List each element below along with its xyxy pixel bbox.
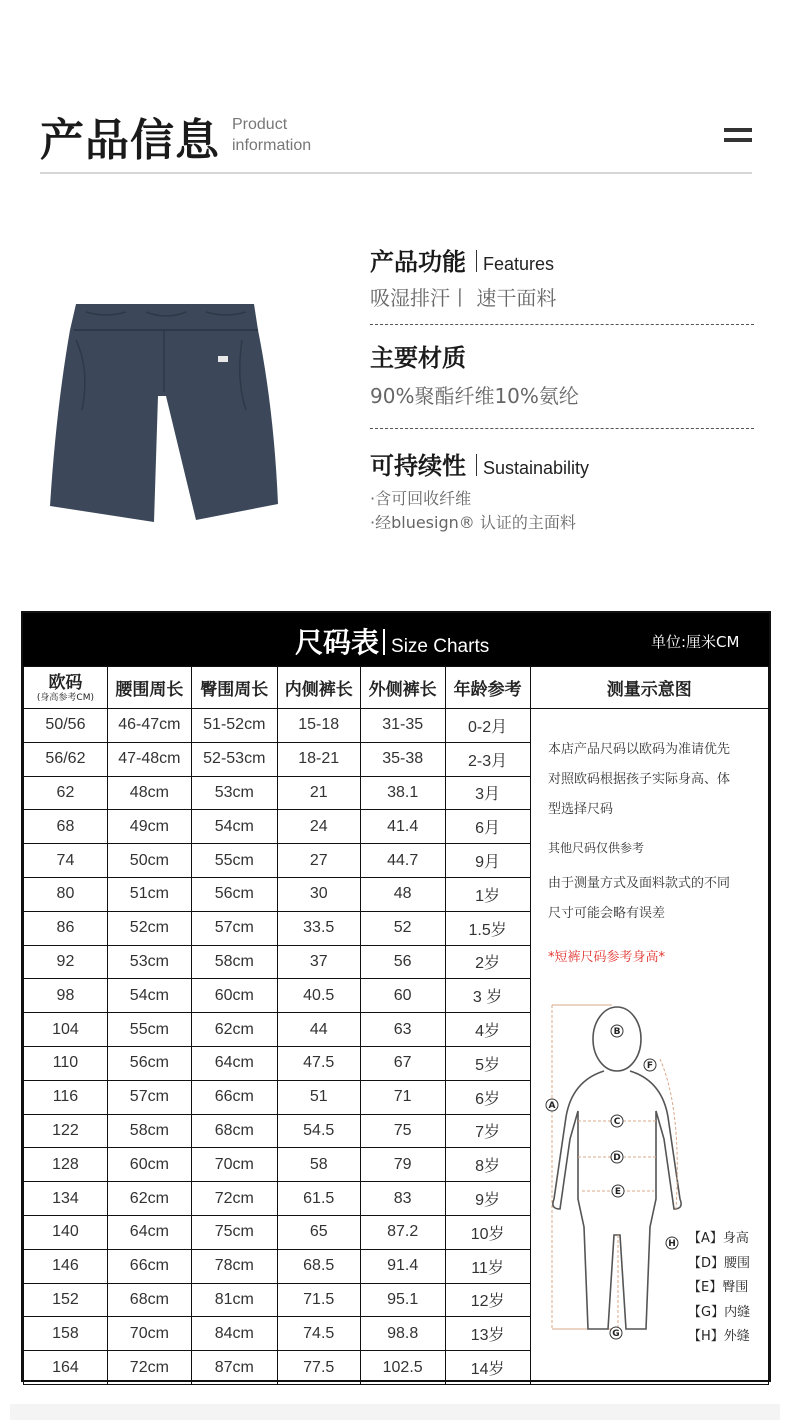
table-cell: 15-18	[277, 709, 360, 743]
column-header-label: 欧码	[48, 672, 83, 693]
table-cell: 79	[360, 1148, 445, 1182]
marker-d	[611, 1151, 623, 1163]
marker-f	[644, 1059, 656, 1071]
page-title: 产品信息	[40, 115, 220, 166]
table-cell: 9岁	[445, 1182, 530, 1216]
table-cell: 54cm	[191, 810, 277, 844]
table-cell: 62cm	[191, 1013, 277, 1047]
table-cell: 9月	[445, 844, 530, 878]
table-cell: 24	[277, 810, 360, 844]
table-cell: 140	[24, 1215, 108, 1249]
note-line: 本店产品尺码以欧码为准请优先	[548, 742, 731, 757]
size-chart-title-bar	[23, 613, 769, 666]
table-cell: 158	[24, 1317, 108, 1351]
marker-label-d: D	[613, 1153, 621, 1163]
table-cell: 56	[360, 945, 445, 979]
table-cell: 71	[360, 1080, 445, 1114]
table-cell: 68cm	[107, 1283, 191, 1317]
features-text: 吸湿排汗丨 速干面料	[370, 286, 557, 310]
column-header	[24, 667, 108, 709]
subtitle-line-2: information	[232, 137, 312, 154]
table-cell: 3 岁	[445, 979, 530, 1013]
table-cell: 78cm	[191, 1249, 277, 1283]
note-line: 由于测量方式及面料款式的不同	[548, 876, 731, 891]
table-cell: 64cm	[107, 1215, 191, 1249]
size-note-error	[548, 869, 762, 929]
table-cell: 83	[360, 1182, 445, 1216]
legend-item: 【A】身高	[688, 1231, 749, 1246]
table-cell: 41.4	[360, 810, 445, 844]
marker-c	[611, 1115, 623, 1127]
table-cell: 60cm	[107, 1148, 191, 1182]
table-cell: 48	[360, 877, 445, 911]
table-cell: 50cm	[107, 844, 191, 878]
size-chart-title	[295, 621, 489, 661]
table-cell: 91.4	[360, 1249, 445, 1283]
table-header-row	[24, 667, 769, 709]
table-cell: 104	[24, 1013, 108, 1047]
table-cell: 52-53cm	[191, 742, 277, 776]
table-cell: 46-47cm	[107, 709, 191, 743]
marker-b	[611, 1025, 623, 1037]
table-cell: 30	[277, 877, 360, 911]
table-cell: 62cm	[107, 1182, 191, 1216]
legend-item: 【H】外缝	[688, 1329, 750, 1344]
table-cell: 58cm	[107, 1114, 191, 1148]
table-cell: 146	[24, 1249, 108, 1283]
column-header: 外侧裤长	[360, 667, 445, 709]
table-cell: 40.5	[277, 979, 360, 1013]
table-cell: 14岁	[445, 1351, 530, 1385]
column-header: 臀围周长	[191, 667, 277, 709]
table-cell: 102.5	[360, 1351, 445, 1385]
note-line: 对照欧码根据孩子实际身高、体	[548, 772, 731, 787]
table-cell: 67	[360, 1046, 445, 1080]
table-cell: 98	[24, 979, 108, 1013]
title-separator	[476, 250, 477, 272]
table-cell: 56cm	[191, 877, 277, 911]
size-note-primary	[548, 735, 762, 825]
table-cell: 68.5	[277, 1249, 360, 1283]
table-cell: 60	[360, 979, 445, 1013]
note-line: 型选择尺码	[548, 802, 614, 817]
table-cell: 44	[277, 1013, 360, 1047]
features-title-en: Features	[483, 254, 555, 274]
column-header: 测量示意图	[530, 667, 768, 709]
features-heading	[370, 242, 554, 277]
size-chart-title-cn: 尺码表	[295, 626, 380, 659]
table-cell: 122	[24, 1114, 108, 1148]
table-cell: 134	[24, 1182, 108, 1216]
table-cell: 12岁	[445, 1283, 530, 1317]
table-cell: 54.5	[277, 1114, 360, 1148]
table-cell: 75cm	[191, 1215, 277, 1249]
table-cell: 1.5岁	[445, 911, 530, 945]
marker-label-h: H	[668, 1239, 676, 1249]
table-cell: 47.5	[277, 1046, 360, 1080]
marker-a	[546, 1099, 558, 1111]
table-cell: 71.5	[277, 1283, 360, 1317]
table-cell: 70cm	[107, 1317, 191, 1351]
table-cell: 52cm	[107, 911, 191, 945]
material-text: 90%聚酯纤维10%氨纶	[370, 384, 579, 408]
table-cell: 49cm	[107, 810, 191, 844]
material-heading	[370, 338, 466, 373]
material-title: 主要材质	[370, 344, 466, 372]
table-cell: 61.5	[277, 1182, 360, 1216]
measurement-diagram-panel	[532, 709, 769, 1382]
table-cell: 7岁	[445, 1114, 530, 1148]
table-cell: 0-2月	[445, 709, 530, 743]
table-cell: 2岁	[445, 945, 530, 979]
marker-g	[610, 1327, 622, 1339]
table-cell: 70cm	[191, 1148, 277, 1182]
marker-label-a: A	[548, 1101, 556, 1111]
dashed-divider	[370, 428, 754, 429]
table-cell: 92	[24, 945, 108, 979]
table-cell: 58	[277, 1148, 360, 1182]
column-header-note: (身高参考CM)	[36, 692, 94, 703]
table-cell: 95.1	[360, 1283, 445, 1317]
table-cell: 74	[24, 844, 108, 878]
column-header: 年龄参考	[445, 667, 530, 709]
table-cell: 56/62	[24, 742, 108, 776]
table-cell: 68	[24, 810, 108, 844]
table-cell: 57cm	[191, 911, 277, 945]
legend-item: 【E】臀围	[688, 1280, 749, 1295]
sustainability-title: 可持续性	[370, 452, 466, 480]
table-cell: 4岁	[445, 1013, 530, 1047]
table-cell: 53cm	[191, 776, 277, 810]
table-cell: 3月	[445, 776, 530, 810]
table-cell: 8岁	[445, 1148, 530, 1182]
column-header: 腰围周长	[107, 667, 191, 709]
table-cell: 55cm	[191, 844, 277, 878]
table-cell: 56cm	[107, 1046, 191, 1080]
table-cell: 110	[24, 1046, 108, 1080]
table-cell: 53cm	[107, 945, 191, 979]
table-cell: 66cm	[107, 1249, 191, 1283]
table-cell: 58cm	[191, 945, 277, 979]
body-measurement-figure	[542, 999, 682, 1349]
header-divider	[40, 172, 752, 174]
page-subtitle	[232, 114, 311, 156]
table-cell: 74.5	[277, 1317, 360, 1351]
marker-e	[612, 1185, 624, 1197]
table-cell: 13岁	[445, 1317, 530, 1351]
legend-item: 【D】腰围	[688, 1256, 751, 1271]
sustainability-line-1: ·含可回收纤维	[370, 489, 472, 508]
table-cell: 64cm	[191, 1046, 277, 1080]
table-cell: 128	[24, 1148, 108, 1182]
table-cell: 51	[277, 1080, 360, 1114]
table-cell: 81cm	[191, 1283, 277, 1317]
table-cell: 6月	[445, 810, 530, 844]
table-cell: 44.7	[360, 844, 445, 878]
table-cell: 164	[24, 1351, 108, 1385]
marker-label-c: C	[613, 1117, 621, 1127]
table-cell: 68cm	[191, 1114, 277, 1148]
table-cell: 86	[24, 911, 108, 945]
table-cell: 31-35	[360, 709, 445, 743]
size-note-other: 其他尺码仅供参考	[548, 841, 645, 855]
subtitle-line-1: Product	[232, 116, 288, 133]
table-cell: 72cm	[107, 1351, 191, 1385]
table-cell: 66cm	[191, 1080, 277, 1114]
table-cell: 1岁	[445, 877, 530, 911]
table-cell: 5岁	[445, 1046, 530, 1080]
table-cell: 54cm	[107, 979, 191, 1013]
marker-label-g: G	[612, 1329, 620, 1339]
title-separator	[476, 454, 477, 476]
table-cell: 65	[277, 1215, 360, 1249]
product-shorts-image	[46, 300, 282, 526]
table-cell: 27	[277, 844, 360, 878]
footer-band	[10, 1404, 780, 1420]
table-cell: 2-3月	[445, 742, 530, 776]
table-cell: 63	[360, 1013, 445, 1047]
table-cell: 51cm	[107, 877, 191, 911]
size-chart	[21, 611, 771, 1382]
sustainability-heading	[370, 446, 589, 481]
size-chart-unit: 单位:厘米CM	[651, 633, 740, 651]
table-cell: 6岁	[445, 1080, 530, 1114]
table-cell: 38.1	[360, 776, 445, 810]
table-cell: 47-48cm	[107, 742, 191, 776]
marker-label-f: F	[646, 1061, 654, 1071]
marker-label-b: B	[613, 1027, 621, 1037]
table-cell: 98.8	[360, 1317, 445, 1351]
note-line: 尺寸可能会略有误差	[548, 906, 666, 921]
table-cell: 87.2	[360, 1215, 445, 1249]
table-cell: 11岁	[445, 1249, 530, 1283]
table-cell: 116	[24, 1080, 108, 1114]
table-cell: 55cm	[107, 1013, 191, 1047]
marker-h	[666, 1237, 678, 1249]
sustainability-line-2: ·经bluesign® 认证的主面料	[370, 513, 576, 532]
legend-item: 【G】内缝	[688, 1305, 751, 1320]
column-header: 内侧裤长	[277, 667, 360, 709]
table-cell: 52	[360, 911, 445, 945]
title-separator	[383, 629, 385, 655]
table-cell: 84cm	[191, 1317, 277, 1351]
table-cell: 10岁	[445, 1215, 530, 1249]
table-cell: 152	[24, 1283, 108, 1317]
size-note-height: *短裤尺码参考身高*	[548, 950, 666, 965]
table-cell: 77.5	[277, 1351, 360, 1385]
table-cell: 72cm	[191, 1182, 277, 1216]
table-cell: 51-52cm	[191, 709, 277, 743]
table-cell: 48cm	[107, 776, 191, 810]
sustainability-title-en: Sustainability	[483, 458, 590, 478]
features-title: 产品功能	[370, 248, 466, 276]
table-cell: 33.5	[277, 911, 360, 945]
table-cell: 75	[360, 1114, 445, 1148]
table-cell: 21	[277, 776, 360, 810]
dashed-divider	[370, 324, 754, 325]
table-cell: 57cm	[107, 1080, 191, 1114]
table-cell: 18-21	[277, 742, 360, 776]
table-cell: 60cm	[191, 979, 277, 1013]
table-cell: 50/56	[24, 709, 108, 743]
size-chart-title-en: Size Charts	[391, 636, 490, 657]
table-cell: 87cm	[191, 1351, 277, 1385]
table-cell: 80	[24, 877, 108, 911]
menu-icon[interactable]	[724, 128, 752, 144]
table-cell: 62	[24, 776, 108, 810]
table-cell: 37	[277, 945, 360, 979]
marker-label-e: E	[614, 1187, 622, 1197]
table-cell: 35-38	[360, 742, 445, 776]
